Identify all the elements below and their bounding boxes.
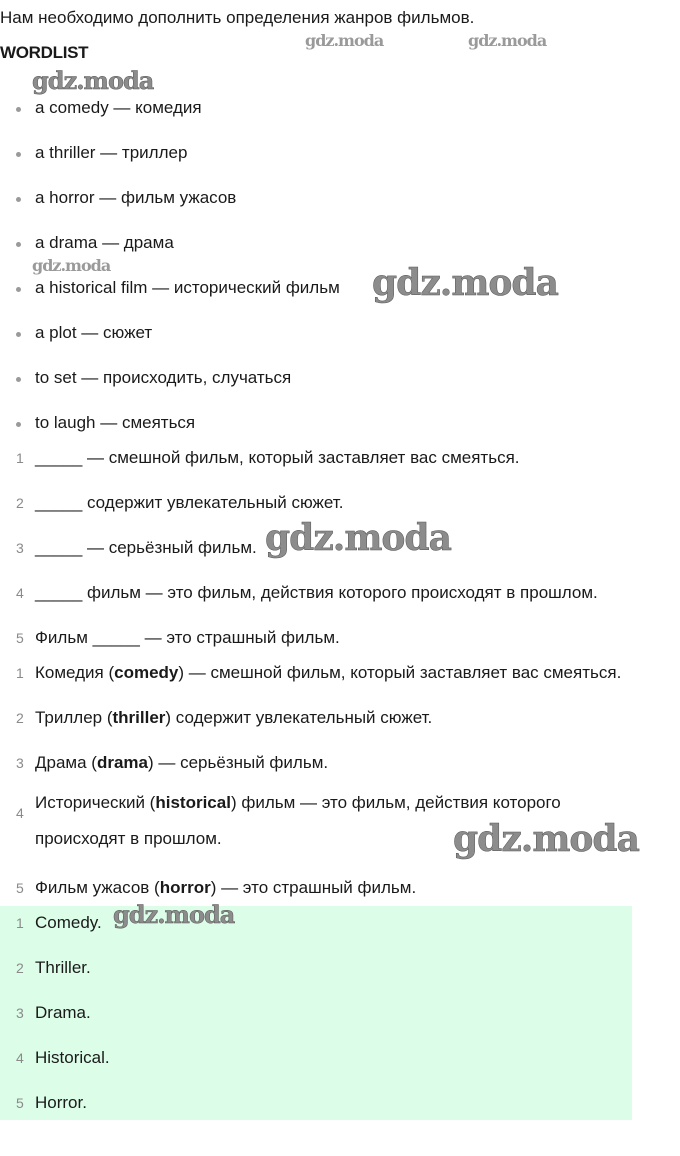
wordlist-item <box>0 310 680 355</box>
task-number: 2 <box>16 494 24 511</box>
task-text: _____ содержит увлекательный сюжет. <box>35 492 344 512</box>
answer-text: Драма (drama) — серьёзный фильм. <box>35 752 329 772</box>
wordlist-item <box>0 175 680 220</box>
answer-text: Исторический (historical) фильм — это фильм, действия которого происходят в прошлом. <box>35 793 561 848</box>
short-answer-number: 2 <box>16 959 24 976</box>
answer-list <box>0 650 680 910</box>
watermark: gdz.moda <box>32 256 111 275</box>
short-answer-text: Drama. <box>35 1002 91 1022</box>
short-answer-number: 5 <box>16 1094 24 1111</box>
answer-text: Триллер (thriller) содержит увлекательный сюжет. <box>35 707 433 727</box>
short-answer-item <box>0 1035 680 1080</box>
bullet-icon <box>16 152 21 157</box>
answer-item <box>0 650 680 695</box>
intro-text: Нам необходимо дополнить определения жанров фильмов. <box>0 8 475 27</box>
wordlist-item-text: to set — происходить, случаться <box>35 367 292 387</box>
answer-keyword: comedy <box>114 662 179 682</box>
watermark: gdz.moda <box>32 66 154 95</box>
task-number: 3 <box>16 539 24 556</box>
wordlist-item-text: a thriller — триллер <box>35 142 188 162</box>
short-answer-item <box>0 900 680 945</box>
watermark: gdz.moda <box>113 900 235 929</box>
answer-keyword: horror <box>159 877 211 897</box>
task-item <box>0 435 680 480</box>
short-answer-item <box>0 945 680 990</box>
answer-number: 4 <box>16 805 24 821</box>
task-number: 5 <box>16 629 24 646</box>
watermark: gdz.moda <box>453 818 639 860</box>
task-text: _____ — серьёзный фильм. <box>35 537 257 557</box>
wordlist-item-text: a drama — драма <box>35 232 174 252</box>
short-answer-text: Historical. <box>35 1047 110 1067</box>
answer-number: 1 <box>16 664 24 681</box>
task-number: 4 <box>16 584 24 601</box>
watermark: gdz.moda <box>305 31 384 50</box>
bullet-icon <box>16 377 21 382</box>
bullet-icon <box>16 197 21 202</box>
task-number: 1 <box>16 449 24 466</box>
short-answer-text: Thriller. <box>35 957 91 977</box>
task-item <box>0 570 680 615</box>
answer-number: 5 <box>16 879 24 896</box>
wordlist-item <box>0 130 680 175</box>
wordlist-heading: WORDLIST <box>0 43 89 62</box>
answer-text: Фильм ужасов (horror) — это страшный фильм. <box>35 877 417 897</box>
short-answer-number: 1 <box>16 914 24 931</box>
answer-number: 2 <box>16 709 24 726</box>
task-text: _____ фильм — это фильм, действия которого происходят в прошлом. <box>35 582 598 602</box>
task-text: Фильм _____ — это страшный фильм. <box>35 627 340 647</box>
wordlist-item-text: a horror — фильм ужасов <box>35 187 237 207</box>
wordlist-item-text: a historical film — исторический фильм <box>35 277 340 297</box>
wordlist-item <box>0 355 680 400</box>
bullet-icon <box>16 332 21 337</box>
short-answer-item <box>0 1080 680 1125</box>
answer-keyword: drama <box>96 752 148 772</box>
short-answer-item <box>0 990 680 1035</box>
watermark: gdz.moda <box>372 262 558 304</box>
wordlist-item-text: to laugh — смеяться <box>35 412 196 432</box>
short-answer-text: Comedy. <box>35 912 102 932</box>
short-answer-list <box>0 900 680 1125</box>
wordlist-item-text: a plot — сюжет <box>35 322 153 342</box>
bullet-icon <box>16 287 21 292</box>
bullet-icon <box>16 242 21 247</box>
answer-keyword: thriller <box>112 707 166 727</box>
short-answer-number: 3 <box>16 1004 24 1021</box>
answer-text: Комедия (comedy) — смешной фильм, который заставляет вас смеяться. <box>35 662 622 682</box>
watermark: gdz.moda <box>265 517 451 559</box>
answer-number: 3 <box>16 754 24 771</box>
answer-item <box>0 695 680 740</box>
answer-item <box>0 740 680 785</box>
short-answer-number: 4 <box>16 1049 24 1066</box>
bullet-icon <box>16 422 21 427</box>
task-text: _____ — смешной фильм, который заставляет вас смеяться. <box>35 447 520 467</box>
answer-keyword: historical <box>155 793 231 812</box>
watermark: gdz.moda <box>468 31 547 50</box>
bullet-icon <box>16 107 21 112</box>
short-answer-text: Horror. <box>35 1092 87 1112</box>
wordlist-item-text: a comedy — комедия <box>35 97 202 117</box>
